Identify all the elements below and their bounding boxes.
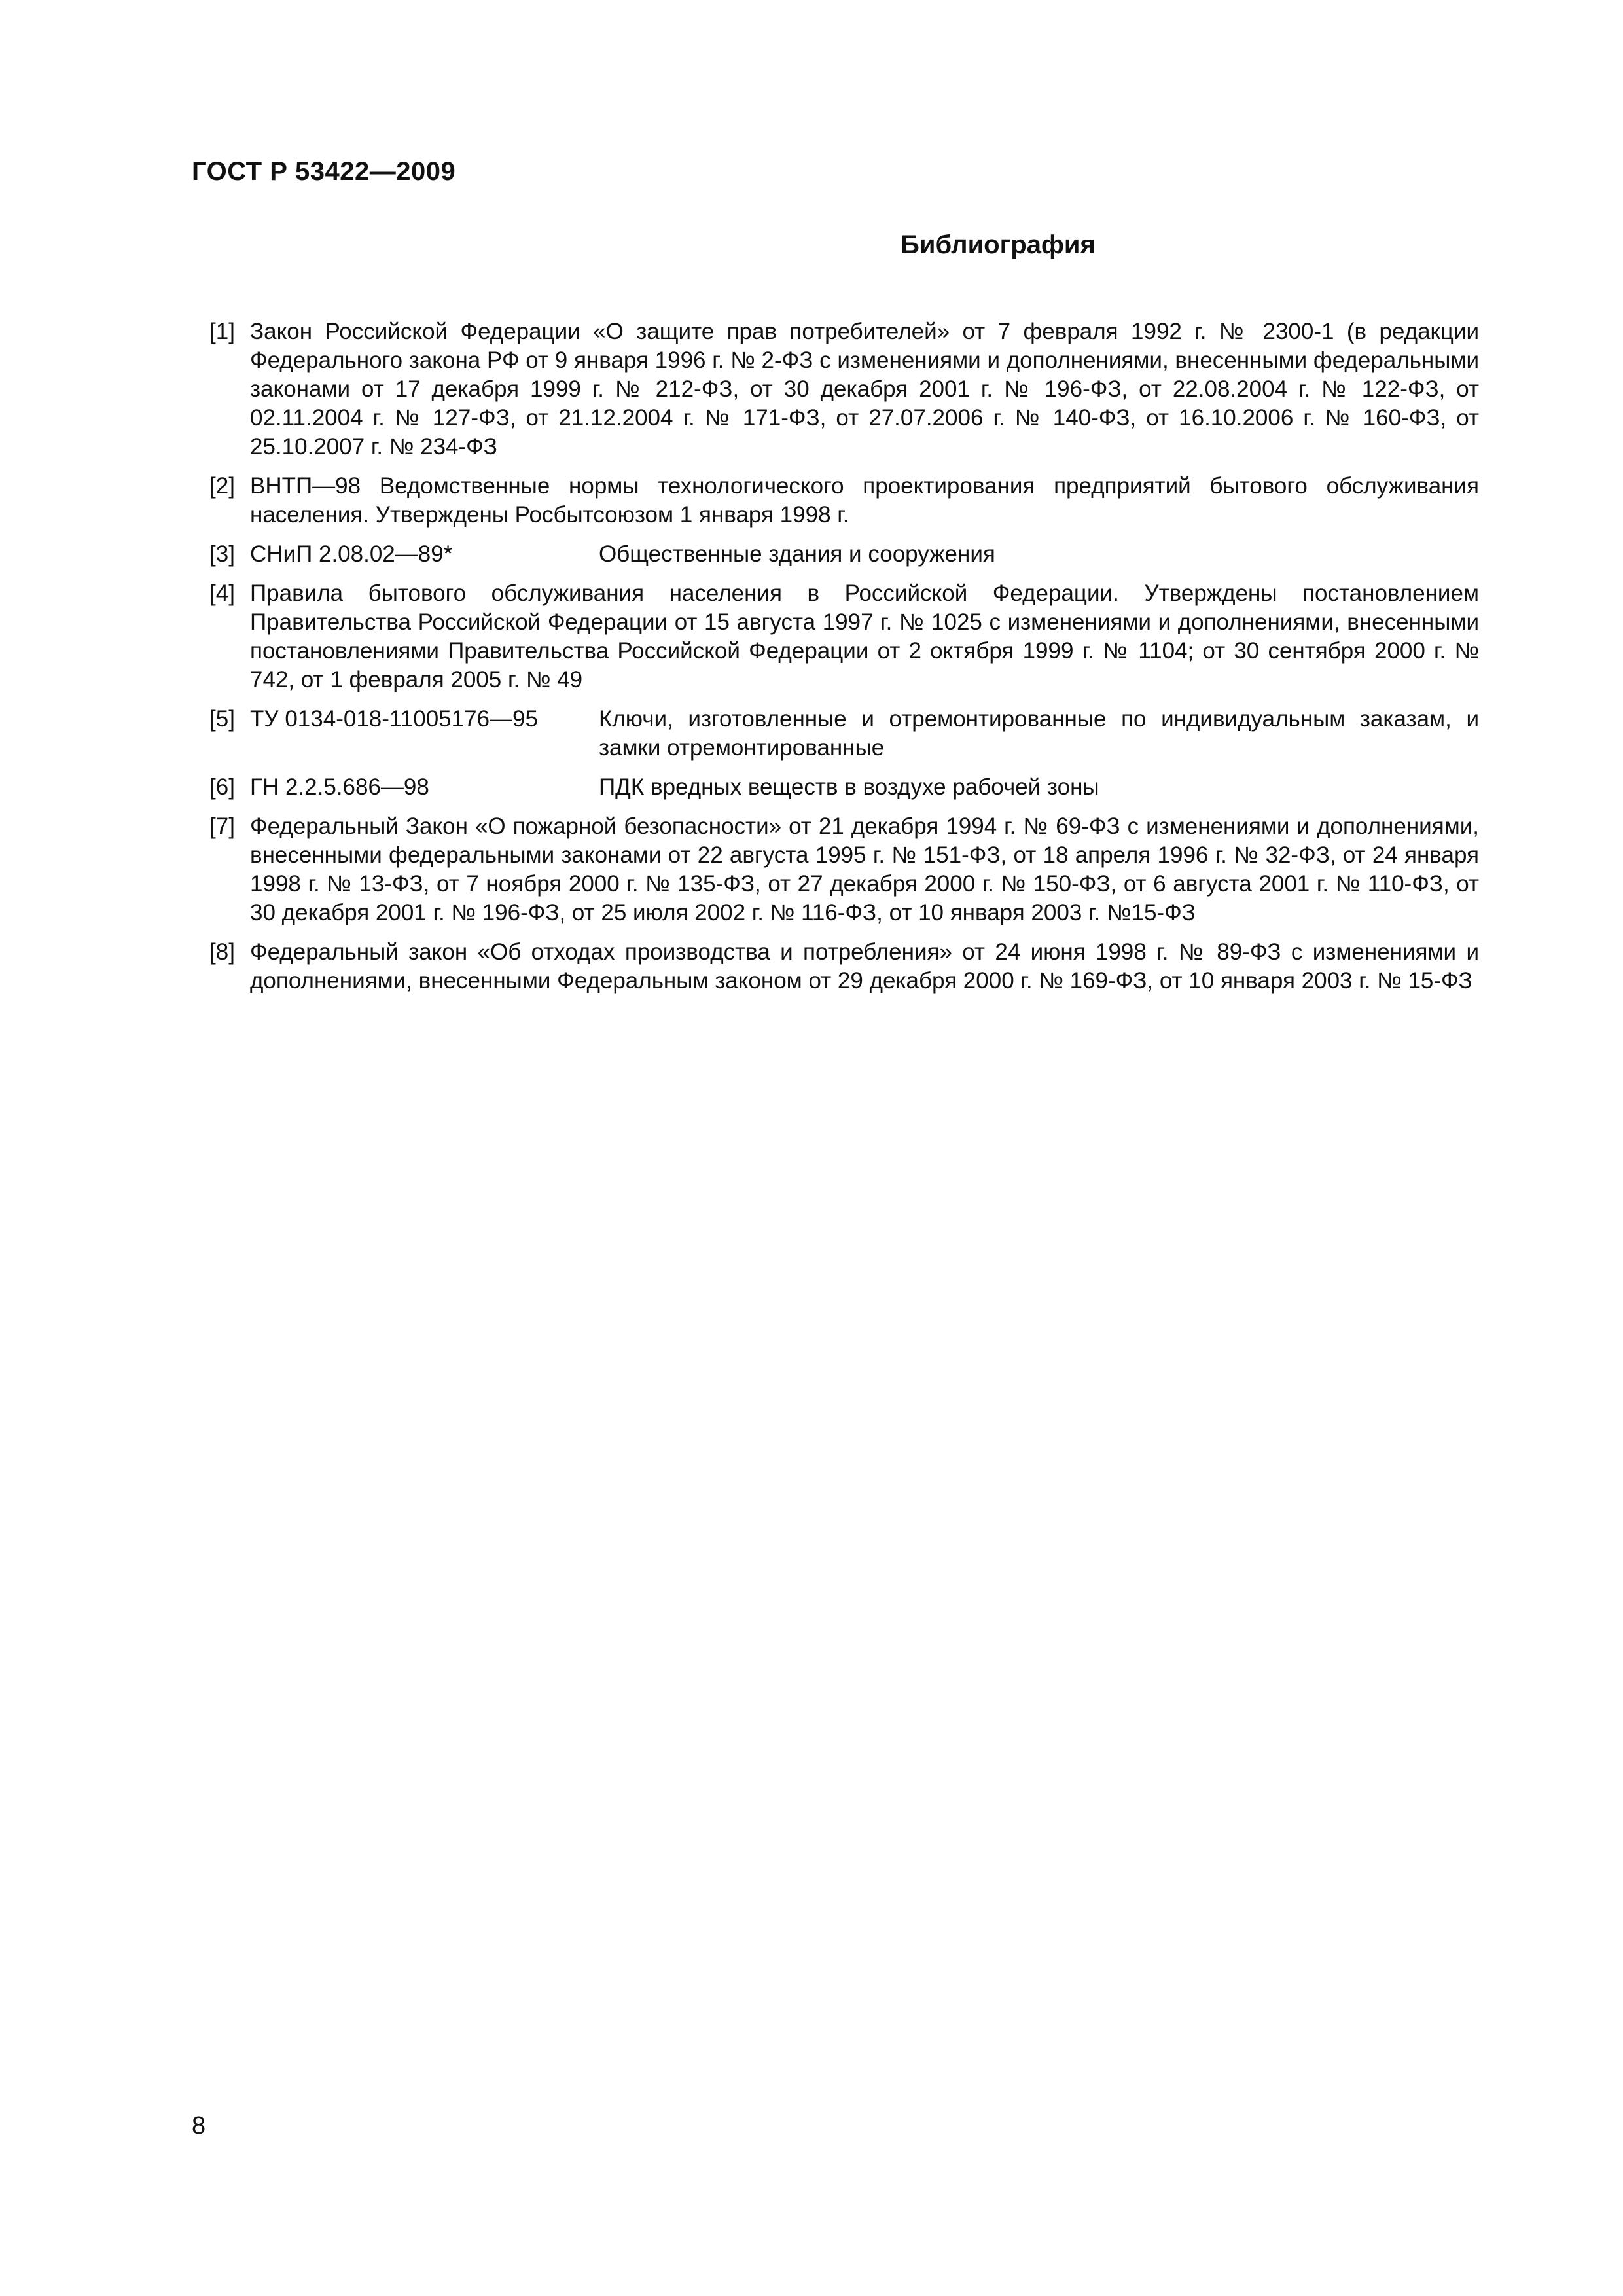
bibliography-item-4 — [209, 579, 1479, 694]
reference-number: [2] — [209, 473, 235, 499]
reference-text: Федеральный закон «Об отходах производства и потребления» от 24 июня 1998 г. № 89-ФЗ с изменениями и дополнениями, внесенными Федеральным законом от 29 декабря 2000 г. № 169-ФЗ, от 10 января 2003 г. № 15-ФЗ — [250, 939, 1479, 994]
reference-description: Ключи, изготовленные и отремонтированные по индивидуальным заказам, и замки отремонтированные — [599, 706, 1479, 761]
reference-text: ВНТП—98 Ведомственные нормы технологического проектирования предприятий бытового обслуживания населения. Утверждены Росбытсоюзом 1 января 1998 г. — [250, 473, 1479, 528]
reference-number: [8] — [209, 939, 235, 965]
reference-text: Правила бытового обслуживания населения в Российской Федерации. Утверждены постановлением Правительства Российской Федерации от 15 августа 1997 г. № 1025 с изменениями и дополнениями, внесенными постановлениями Правительства Российской Федерации от 2 октября 1999 г. № 1104; от 30 сентября 2000 г. № 742, от 1 февраля 2005 г. № 49 — [250, 581, 1479, 692]
section-title: Библиография — [901, 230, 1096, 259]
reference-code: ТУ 0134-018-11005176—95 — [250, 706, 538, 732]
reference-number: [7] — [209, 814, 235, 839]
reference-code: ГН 2.2.5.686—98 — [250, 774, 429, 800]
reference-description: Общественные здания и сооружения — [599, 541, 995, 567]
page-number: 8 — [192, 2112, 206, 2140]
bibliography-item-7 — [209, 812, 1479, 927]
reference-text: Закон Российской Федерации «О защите прав потребителей» от 7 февраля 1992 г. № 2300-1 (в редакции Федерального закона РФ от 9 января 1996 г. № 2-ФЗ с изменениями и дополнениями, внесенными федеральными законами от 17 декабря 1999 г. № 212-ФЗ, от 30 декабря 2001 г. № 196-ФЗ, от 22.08.2004 г. № 122-ФЗ, от 02.11.2004 г. № 127-ФЗ, от 21.12.2004 г. № 171-ФЗ, от 27.07.2006 г. № 140-ФЗ, от 16.10.2006 г. № 160-ФЗ, от 25.10.2007 г. № 234-ФЗ — [250, 319, 1479, 459]
reference-code: СНиП 2.08.02—89* — [250, 541, 453, 567]
bibliography-item-8 — [209, 938, 1479, 996]
bibliography-item-1 — [209, 317, 1479, 461]
document-header: ГОСТ Р 53422—2009 — [192, 157, 456, 186]
bibliography-list — [209, 317, 1479, 1006]
reference-text: Федеральный Закон «О пожарной безопасности» от 21 декабря 1994 г. № 69-ФЗ с изменениями и дополнениями, внесенными федеральными законами от 22 августа 1995 г. № 151-ФЗ, от 18 апреля 1996 г. № 32-ФЗ, от 24 января 1998 г. № 13-ФЗ, от 7 ноября 2000 г. № 135-ФЗ, от 27 декабря 2000 г. № 150-ФЗ, от 6 августа 2001 г. № 110-ФЗ, от 30 декабря 2001 г. № 196-ФЗ, от 25 июля 2002 г. № 116-ФЗ, от 10 января 2003 г. №15-ФЗ — [250, 814, 1479, 925]
reference-number: [4] — [209, 581, 235, 606]
bibliography-item-2 — [209, 472, 1479, 529]
bibliography-item-3 — [209, 540, 1479, 569]
reference-number: [6] — [209, 774, 235, 800]
reference-number: [1] — [209, 319, 235, 344]
reference-number: [5] — [209, 706, 235, 732]
reference-number: [3] — [209, 541, 235, 567]
reference-description: ПДК вредных веществ в воздухе рабочей зоны — [599, 774, 1099, 800]
bibliography-item-5 — [209, 705, 1479, 762]
bibliography-item-6 — [209, 773, 1479, 802]
